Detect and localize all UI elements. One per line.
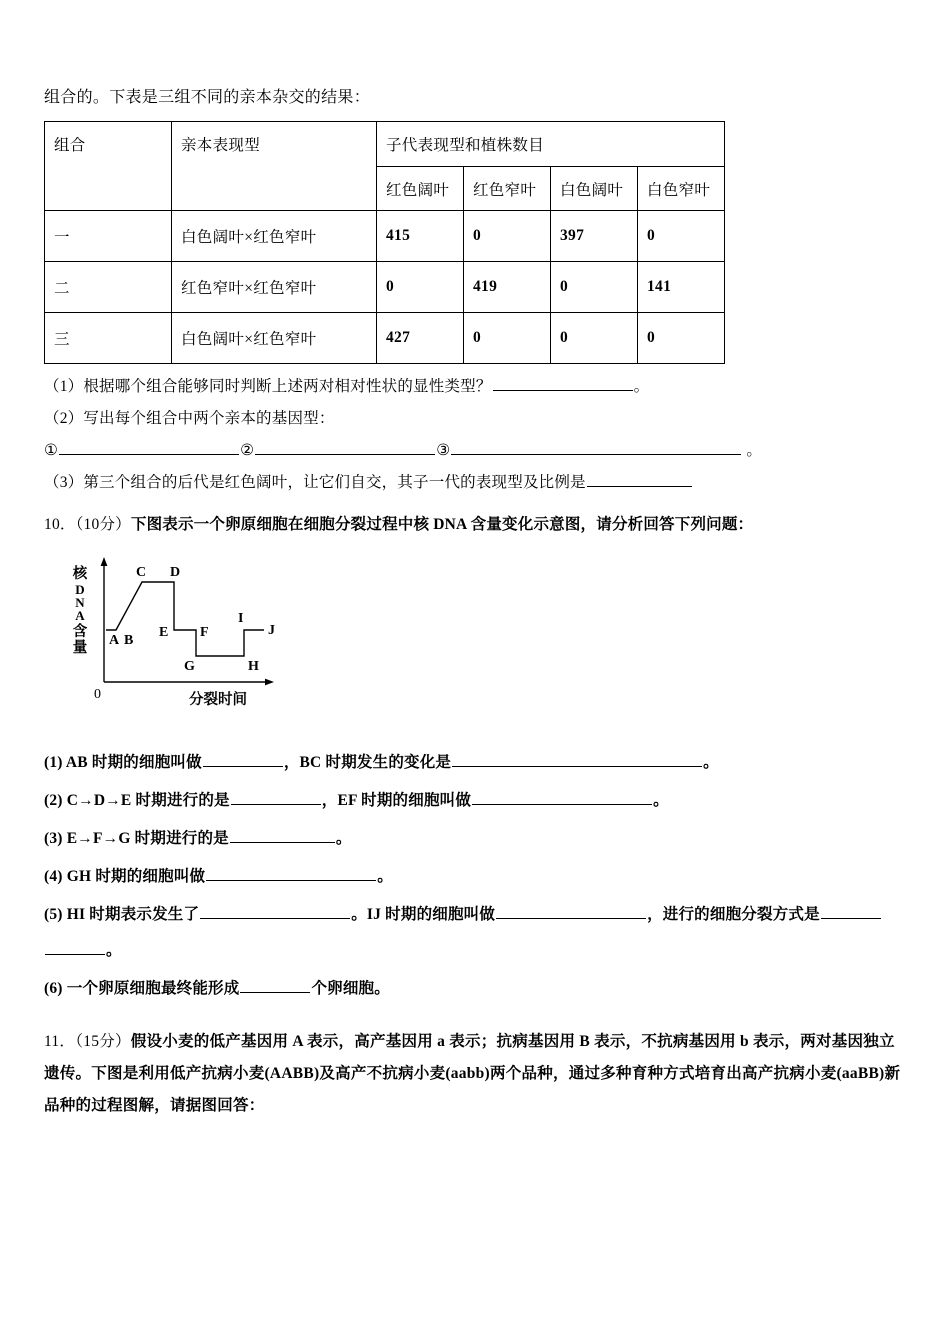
q11-score: （15分） [75, 1033, 131, 1050]
cell-count: 427 [377, 313, 464, 364]
cell-parent: 红色窄叶×红色窄叶 [172, 262, 377, 313]
q10-sub6-text-b: 个卵细胞。 [311, 980, 390, 997]
cell-group: 二 [45, 262, 172, 313]
answer-blank[interactable] [493, 375, 633, 391]
q10-sub5-period: 。 [106, 942, 122, 959]
answer-blank[interactable] [206, 865, 376, 881]
q9-sub2 [44, 406, 910, 428]
answer-blank[interactable] [45, 939, 105, 955]
chart-point-label-F: F [200, 625, 209, 640]
q9-sub3-text: （3）第三个组合的后代是红色阔叶，让它们自交，其子一代的表现型及比例是 [44, 474, 586, 491]
q10-sub4-period: 。 [377, 868, 393, 885]
cell-count: 397 [551, 211, 638, 262]
cell-count: 141 [638, 262, 725, 313]
chart-point-label-C: C [136, 565, 147, 580]
chart-svg [58, 556, 358, 716]
header-cell-red-broad: 红色阔叶 [377, 167, 464, 211]
q10-sub2-text-b: ，EF 时期的细胞叫做 [321, 792, 472, 809]
dna-content-chart [58, 556, 358, 716]
q9-sub3 [44, 470, 910, 492]
header-cell-red-narrow: 红色窄叶 [464, 167, 551, 211]
chart-point-label-G: G [184, 659, 195, 674]
chart-y-axis-label-char-5: 含 [72, 624, 88, 640]
cell-group: 一 [45, 211, 172, 262]
chart-x-axis-label: 分裂时间 [189, 692, 247, 708]
table-row [45, 313, 725, 364]
chart-x-axis-arrow [265, 679, 274, 686]
cell-parent: 白色阔叶×红色窄叶 [172, 211, 377, 262]
cell-count: 0 [551, 262, 638, 313]
header-cell-white-narrow: 白色窄叶 [638, 167, 725, 211]
table-row [45, 211, 725, 262]
answer-blank[interactable] [59, 439, 239, 455]
header-cell-parent-phenotype: 亲本表现型 [172, 122, 377, 167]
answer-blank[interactable] [451, 439, 741, 455]
q10-number: 10． [44, 516, 76, 533]
cross-results-table [44, 121, 725, 364]
q10-sub4-text-a: (4) GH 时期的细胞叫做 [44, 868, 206, 885]
cell-count: 419 [464, 262, 551, 313]
q11-number: 11． [44, 1033, 76, 1050]
q10-sub3-text-a: (3) E→F→G 时期进行的是 [44, 830, 229, 847]
q10-sub5-text-a: (5) HI 时期表示发生了 [44, 906, 200, 923]
answer-blank[interactable] [452, 751, 702, 767]
table-header-row-1 [45, 122, 725, 167]
chart-point-label-I: I [238, 611, 244, 626]
q9-sub1 [44, 374, 910, 396]
header-cell-group: 组合 [45, 122, 172, 167]
chart-y-axis-label-char-2: D [75, 582, 85, 597]
circled-number-1: ① [44, 442, 59, 459]
q10-sub5 [44, 902, 910, 924]
chart-origin-label: 0 [94, 687, 101, 702]
cell-count: 0 [551, 313, 638, 364]
q9-genotype-blanks [44, 438, 910, 460]
q9-sub2-period: 。 [746, 442, 763, 459]
q9-sub1-period: 。 [633, 378, 650, 395]
q10-sub4 [44, 864, 910, 886]
answer-blank[interactable] [587, 471, 692, 487]
chart-point-label-H: H [248, 659, 259, 674]
q10-sub1-text-a: (1) AB 时期的细胞叫做 [44, 754, 202, 771]
table-header-row-2 [45, 167, 725, 211]
answer-blank[interactable] [230, 827, 335, 843]
answer-blank[interactable] [203, 751, 283, 767]
chart-y-axis-label-char-6: 量 [72, 640, 88, 656]
q10-stem: 下图表示一个卵原细胞在细胞分裂过程中核 DNA 含量变化示意图，请分析回答下列问题： [130, 516, 754, 533]
q11-stem: 假设小麦的低产基因用 A 表示，高产基因用 a 表示；抗病基因用 B 表示，不抗病基因用 b 表示，两对基因独立遗传。下图是利用低产抗病小麦(AABB)及高产不抗病小麦(aabb)两个品种，通过多种育种方式培育出高产抗病小麦(aaBB)新品种的过程图解，请据图回答： [44, 1033, 901, 1114]
q10-sub1-period: 。 [703, 754, 719, 771]
q10-sub3-period: 。 [335, 830, 352, 847]
header-cell-group-spacer [45, 167, 172, 211]
q10-sub1-text-b: ，BC 时期发生的变化是 [283, 754, 452, 771]
header-cell-offspring-group: 子代表现型和植株数目 [377, 122, 725, 167]
q10-sub3 [44, 826, 910, 848]
cell-parent: 白色阔叶×红色窄叶 [172, 313, 377, 364]
q10-sub1 [44, 750, 910, 772]
chart-point-label-J: J [268, 623, 275, 638]
q10-sub2-text-a: (2) C→D→E 时期进行的是 [44, 792, 230, 809]
chart-point-label-B: B [124, 633, 134, 648]
q10-sub5-continuation [44, 938, 910, 960]
chart-point-label-D: D [170, 565, 181, 580]
answer-blank[interactable] [472, 789, 652, 805]
q10-score: （10分） [75, 516, 131, 533]
answer-blank[interactable] [496, 903, 646, 919]
cell-group: 三 [45, 313, 172, 364]
q10-heading [44, 512, 910, 534]
intro-paragraph: 组合的。下表是三组不同的亲本杂交的结果： [44, 89, 371, 106]
cell-count: 0 [377, 262, 464, 313]
page-content [44, 84, 910, 1121]
chart-y-axis-arrow [101, 557, 108, 566]
q9-sub2-text: （2）写出每个组合中两个亲本的基因型： [44, 410, 335, 427]
q9-sub1-text: （1）根据哪个组合能够同时判断上述两对相对性状的显性类型？ [44, 378, 492, 395]
answer-blank[interactable] [240, 977, 310, 993]
header-cell-parent-spacer [172, 167, 377, 211]
circled-number-3: ③ [436, 442, 451, 459]
q10-sub2 [44, 788, 910, 810]
chart-y-axis-label-char-4: A [75, 608, 85, 623]
q10-sub6 [44, 976, 910, 998]
q10-sub2-period: 。 [653, 792, 669, 809]
cell-count: 0 [638, 211, 725, 262]
cell-count: 0 [464, 313, 551, 364]
answer-blank[interactable] [200, 903, 350, 919]
q10-sub6-text-a: (6) 一个卵原细胞最终能形成 [44, 980, 240, 997]
answer-blank[interactable] [255, 439, 435, 455]
answer-blank[interactable] [231, 789, 321, 805]
chart-point-label-E: E [159, 625, 169, 640]
q11-block [44, 1026, 910, 1121]
cell-count: 0 [638, 313, 725, 364]
answer-blank[interactable] [821, 903, 881, 919]
cell-count: 0 [464, 211, 551, 262]
header-cell-white-broad: 白色阔叶 [551, 167, 638, 211]
q10-sub5-text-c: ，进行的细胞分裂方式是 [647, 906, 820, 923]
chart-point-label-A: A [109, 633, 120, 648]
cell-count: 415 [377, 211, 464, 262]
table-row [45, 262, 725, 313]
chart-y-axis-label-char-3: N [75, 595, 85, 610]
chart-y-axis-label-char-1: 核 [72, 566, 88, 582]
q10-sub5-text-b: 。IJ 时期的细胞叫做 [351, 906, 496, 923]
circled-number-2: ② [240, 442, 255, 459]
